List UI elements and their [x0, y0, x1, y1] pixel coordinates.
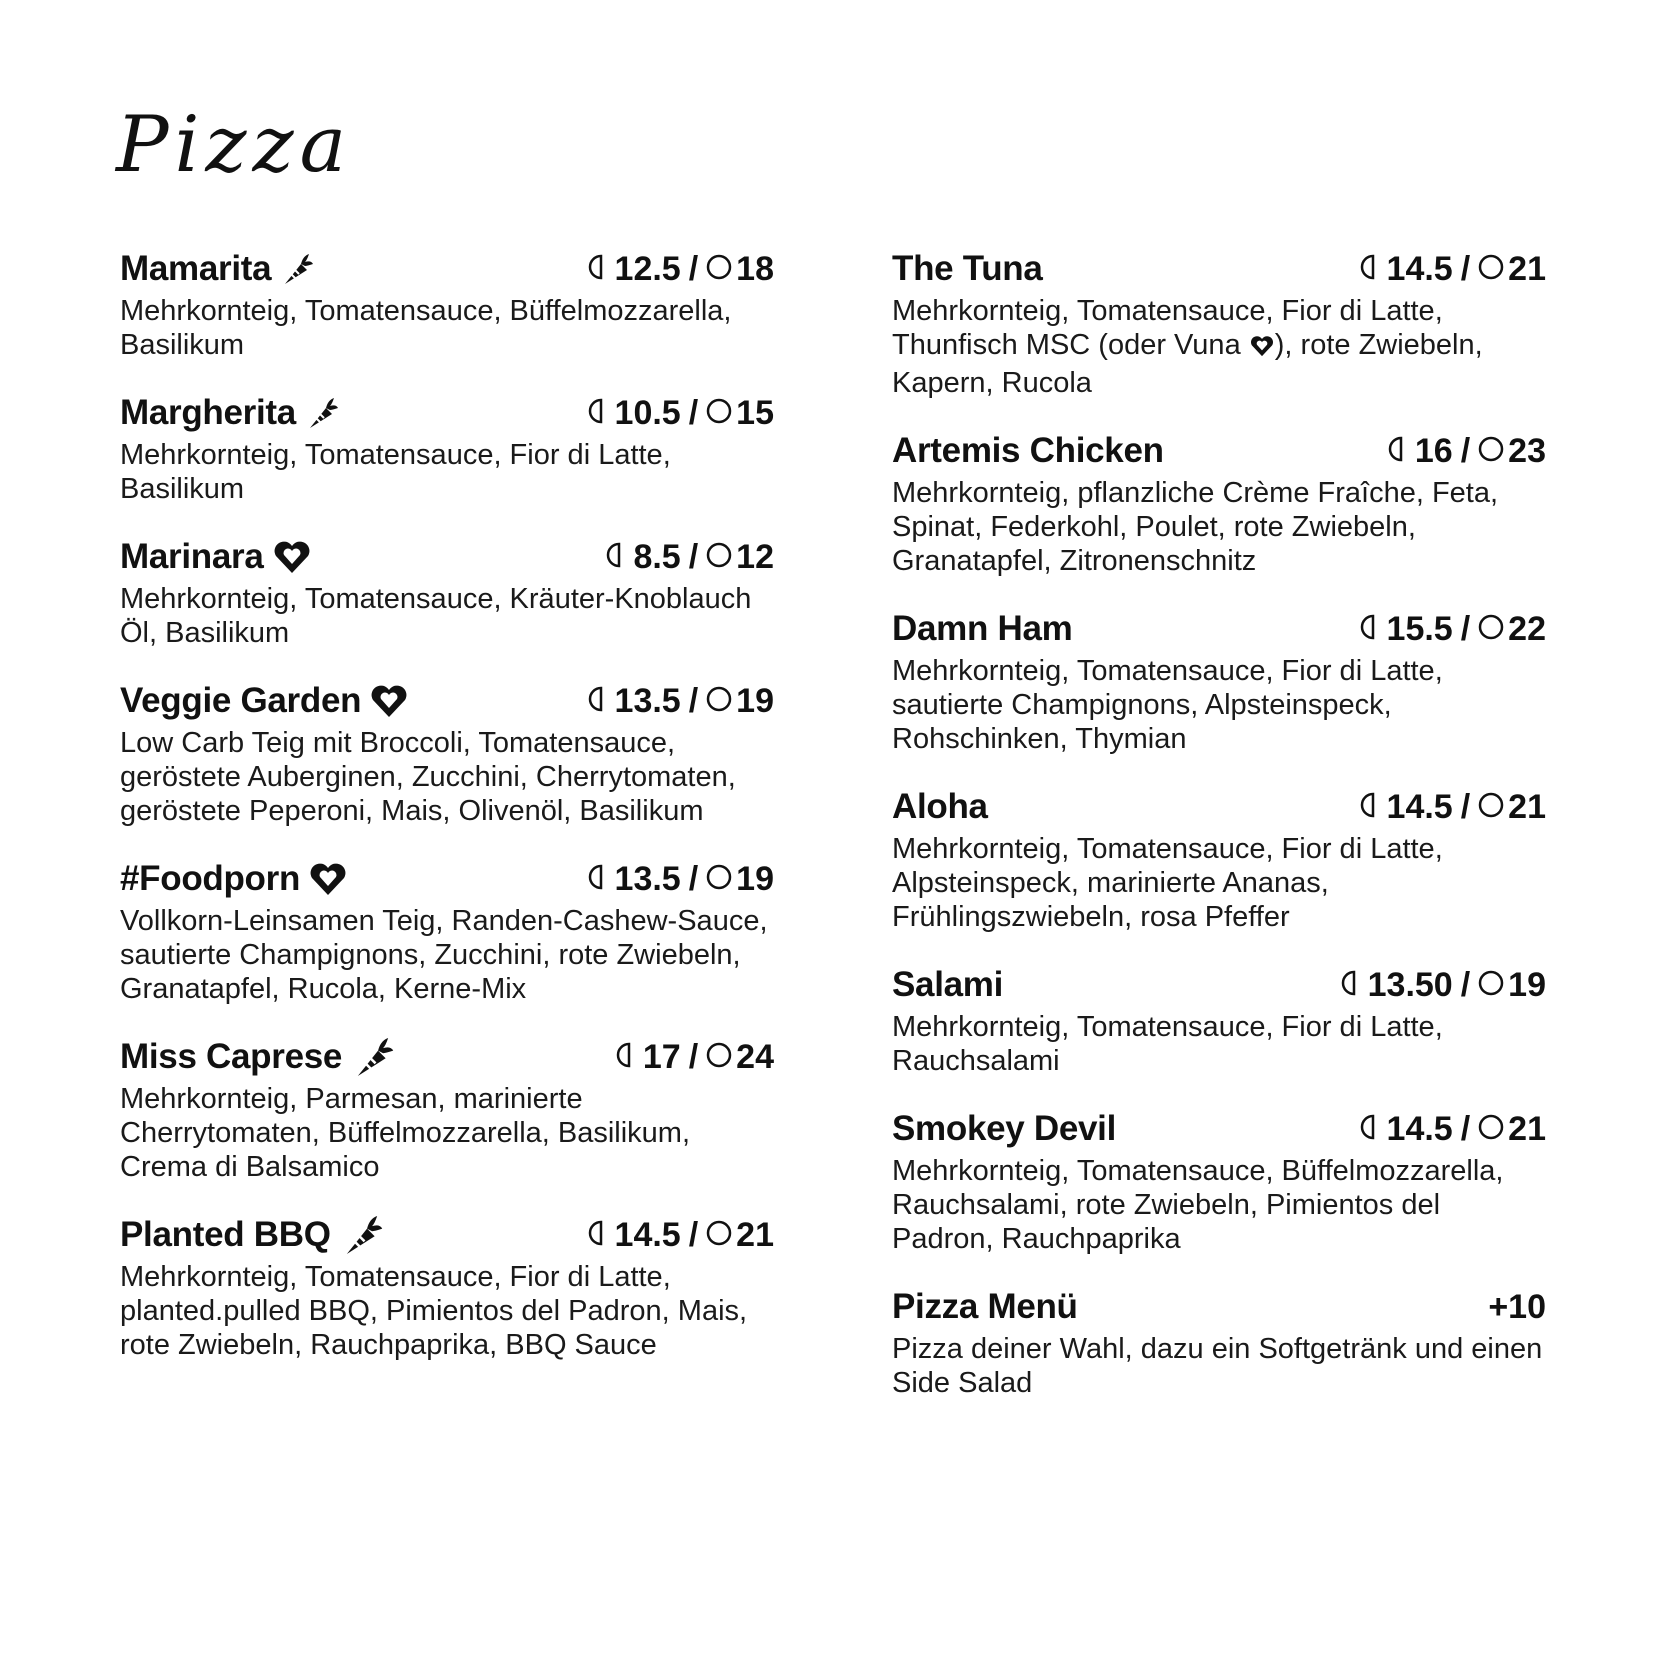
- menu-item: [120, 390, 774, 506]
- full-pizza-icon: [1478, 610, 1504, 649]
- menu-item: [120, 534, 774, 650]
- item-name: Veggie Garden: [120, 681, 362, 720]
- price-half: 17: [642, 1037, 681, 1076]
- menu-item: [892, 1106, 1546, 1256]
- price: 14.5 / 21: [1359, 1110, 1546, 1149]
- item-name: Marinara: [120, 537, 264, 576]
- price-half: 14.5: [1386, 249, 1453, 288]
- item-description: Mehrkornteig, Tomatensauce, Büffelmozzarella, Rauchsalami, rote Zwiebeln, Pimientos del Padron, Rauchpaprika: [892, 1155, 1504, 1255]
- full-pizza-icon: [1478, 1110, 1504, 1149]
- price-full: 21: [736, 1215, 774, 1254]
- item-description: Mehrkornteig, Tomatensauce, Büffelmozzarella, Basilikum: [120, 295, 732, 361]
- page-title: Pizza: [116, 100, 353, 190]
- price-surcharge: +10: [1488, 1287, 1546, 1326]
- price-half: 16: [1414, 431, 1453, 470]
- menu-item: [120, 856, 774, 1006]
- price-full: 19: [1508, 965, 1546, 1004]
- half-pizza-icon: [587, 394, 611, 433]
- half-pizza-icon: [1359, 610, 1383, 649]
- price-half: 14.5: [614, 1215, 681, 1254]
- item-description: Vollkorn-Leinsamen Teig, Randen-Cashew-Sauce, sautierte Champignons, Zucchini, rote Zwiebeln, Granatapfel, Rucola, Kerne-Mix: [120, 905, 768, 1005]
- item-name: Miss Caprese: [120, 1037, 343, 1076]
- carrot-icon: [304, 394, 340, 432]
- full-pizza-icon: [1478, 788, 1504, 827]
- price: 13.5 / 19: [587, 860, 774, 899]
- item-description: Mehrkornteig, Tomatensauce, Fior di Latte, Rauchsalami: [892, 1011, 1443, 1077]
- full-pizza-icon: [1478, 432, 1504, 471]
- carrot-icon: [350, 1033, 396, 1081]
- price-half: 8.5: [633, 537, 681, 576]
- price-full: 12: [736, 537, 774, 576]
- full-pizza-icon: [1478, 966, 1504, 1005]
- full-pizza-icon: [706, 682, 732, 721]
- full-pizza-icon: [706, 538, 732, 577]
- price: 8.5 / 12: [605, 538, 774, 577]
- price: 10.5 / 15: [587, 394, 774, 433]
- price: 14.5 / 21: [1359, 788, 1546, 827]
- half-pizza-icon: [587, 250, 611, 289]
- price-half: 13.5: [614, 859, 681, 898]
- price-half: 14.5: [1386, 1109, 1453, 1148]
- menu-item: [892, 428, 1546, 578]
- price: 14.5 / 21: [1359, 250, 1546, 289]
- half-pizza-icon: [587, 682, 611, 721]
- item-name: Artemis Chicken: [892, 431, 1164, 470]
- item-description: Pizza deiner Wahl, dazu ein Softgetränk und einen Side Salad: [892, 1333, 1543, 1399]
- full-pizza-icon: [1478, 250, 1504, 289]
- carrot-icon: [339, 1211, 385, 1259]
- price-full: 18: [736, 249, 774, 288]
- carrot-icon: [279, 250, 315, 288]
- price-full: 24: [736, 1037, 774, 1076]
- price-full: 19: [736, 681, 774, 720]
- half-pizza-icon: [615, 1038, 639, 1077]
- half-pizza-icon: [1359, 250, 1383, 289]
- item-name: The Tuna: [892, 249, 1043, 288]
- full-pizza-icon: [706, 394, 732, 433]
- price-half: 13.50: [1367, 965, 1453, 1004]
- half-pizza-icon: [1387, 432, 1411, 471]
- description-part: Mehrkornteig, Tomatensauce, Fior di Latte, Thunfisch MSC (oder Vuna: [892, 295, 1443, 361]
- item-name: Margherita: [120, 393, 296, 432]
- price-half: 12.5: [614, 249, 681, 288]
- menu-item: [892, 784, 1546, 934]
- price: [1488, 1288, 1546, 1327]
- item-description: Mehrkornteig, Tomatensauce, Kräuter-Knoblauch Öl, Basilikum: [120, 583, 752, 649]
- full-pizza-icon: [706, 1216, 732, 1255]
- item-name: Aloha: [892, 787, 988, 826]
- price: 12.5 / 18: [587, 250, 774, 289]
- menu-item: [120, 678, 774, 828]
- item-description: Mehrkornteig, Parmesan, marinierte Cherrytomaten, Büffelmozzarella, Basilikum, Crema di Balsamico: [120, 1083, 691, 1183]
- price-half: 10.5: [614, 393, 681, 432]
- half-pizza-icon: [605, 538, 629, 577]
- full-pizza-icon: [706, 1038, 732, 1077]
- half-pizza-icon: [1359, 1110, 1383, 1149]
- item-description: [892, 294, 1546, 400]
- item-name: Smokey Devil: [892, 1109, 1117, 1148]
- price-full: 22: [1508, 609, 1546, 648]
- price-full: 21: [1508, 787, 1546, 826]
- price: 13.5 / 19: [587, 682, 774, 721]
- menu-item: [892, 606, 1546, 756]
- half-pizza-icon: [1340, 966, 1364, 1005]
- left-menu-column: [120, 246, 774, 1362]
- item-name: Pizza Menü: [892, 1287, 1078, 1326]
- item-description: Mehrkornteig, Tomatensauce, Fior di Latte, planted.pulled BBQ, Pimientos del Padron, Mais, rote Zwiebeln, Rauchpaprika, BBQ Sauce: [120, 1261, 748, 1361]
- price: 14.5 / 21: [587, 1216, 774, 1255]
- item-name: Mamarita: [120, 249, 272, 288]
- heart-icon: [308, 860, 348, 898]
- item-name: Salami: [892, 965, 1004, 1004]
- half-pizza-icon: [1359, 788, 1383, 827]
- full-pizza-icon: [706, 860, 732, 899]
- menu-item: [120, 1212, 774, 1362]
- item-description: Mehrkornteig, pflanzliche Crème Fraîche, Feta, Spinat, Federkohl, Poulet, rote Zwiebeln, Granatapfel, Zitronenschnitz: [892, 477, 1499, 577]
- price-full: 21: [1508, 1109, 1546, 1148]
- item-name: Damn Ham: [892, 609, 1073, 648]
- menu-item: [892, 246, 1546, 400]
- price: 13.50 / 19: [1340, 966, 1546, 1005]
- price-full: 21: [1508, 249, 1546, 288]
- full-pizza-icon: [706, 250, 732, 289]
- price: 16 / 23: [1387, 432, 1546, 471]
- half-pizza-icon: [587, 1216, 611, 1255]
- price: 17 / 24: [615, 1038, 774, 1077]
- item-name: Planted BBQ: [120, 1215, 331, 1254]
- price-half: 14.5: [1386, 787, 1453, 826]
- item-description: Mehrkornteig, Tomatensauce, Fior di Latte, sautierte Champignons, Alpsteinspeck, Rohschinken, Thymian: [892, 655, 1443, 755]
- description-part: ), rote Zwiebeln, Kapern, Rucola: [892, 329, 1483, 399]
- price-half: 15.5: [1386, 609, 1453, 648]
- item-description: Mehrkornteig, Tomatensauce, Fior di Latte, Alpsteinspeck, marinierte Ananas, Frühlingszwiebeln, rosa Pfeffer: [892, 833, 1443, 933]
- price-half: 13.5: [614, 681, 681, 720]
- price-full: 19: [736, 859, 774, 898]
- item-name: #Foodporn: [120, 859, 301, 898]
- heart-icon: [272, 538, 312, 576]
- menu-item: [120, 1034, 774, 1184]
- menu-item: [892, 1284, 1546, 1400]
- menu-item: [892, 962, 1546, 1078]
- menu-item: [120, 246, 774, 362]
- item-description: Low Carb Teig mit Broccoli, Tomatensauce, geröstete Auberginen, Zucchini, Cherrytomaten, geröstete Peperoni, Mais, Olivenöl, Basilikum: [120, 727, 736, 827]
- price: 15.5 / 22: [1359, 610, 1546, 649]
- price-full: 23: [1508, 431, 1546, 470]
- price-full: 15: [736, 393, 774, 432]
- heart-icon: [1249, 332, 1275, 366]
- right-menu-column: [892, 246, 1546, 1400]
- half-pizza-icon: [587, 860, 611, 899]
- item-description: Mehrkornteig, Tomatensauce, Fior di Latte, Basilikum: [120, 439, 671, 505]
- heart-icon: [369, 682, 409, 720]
